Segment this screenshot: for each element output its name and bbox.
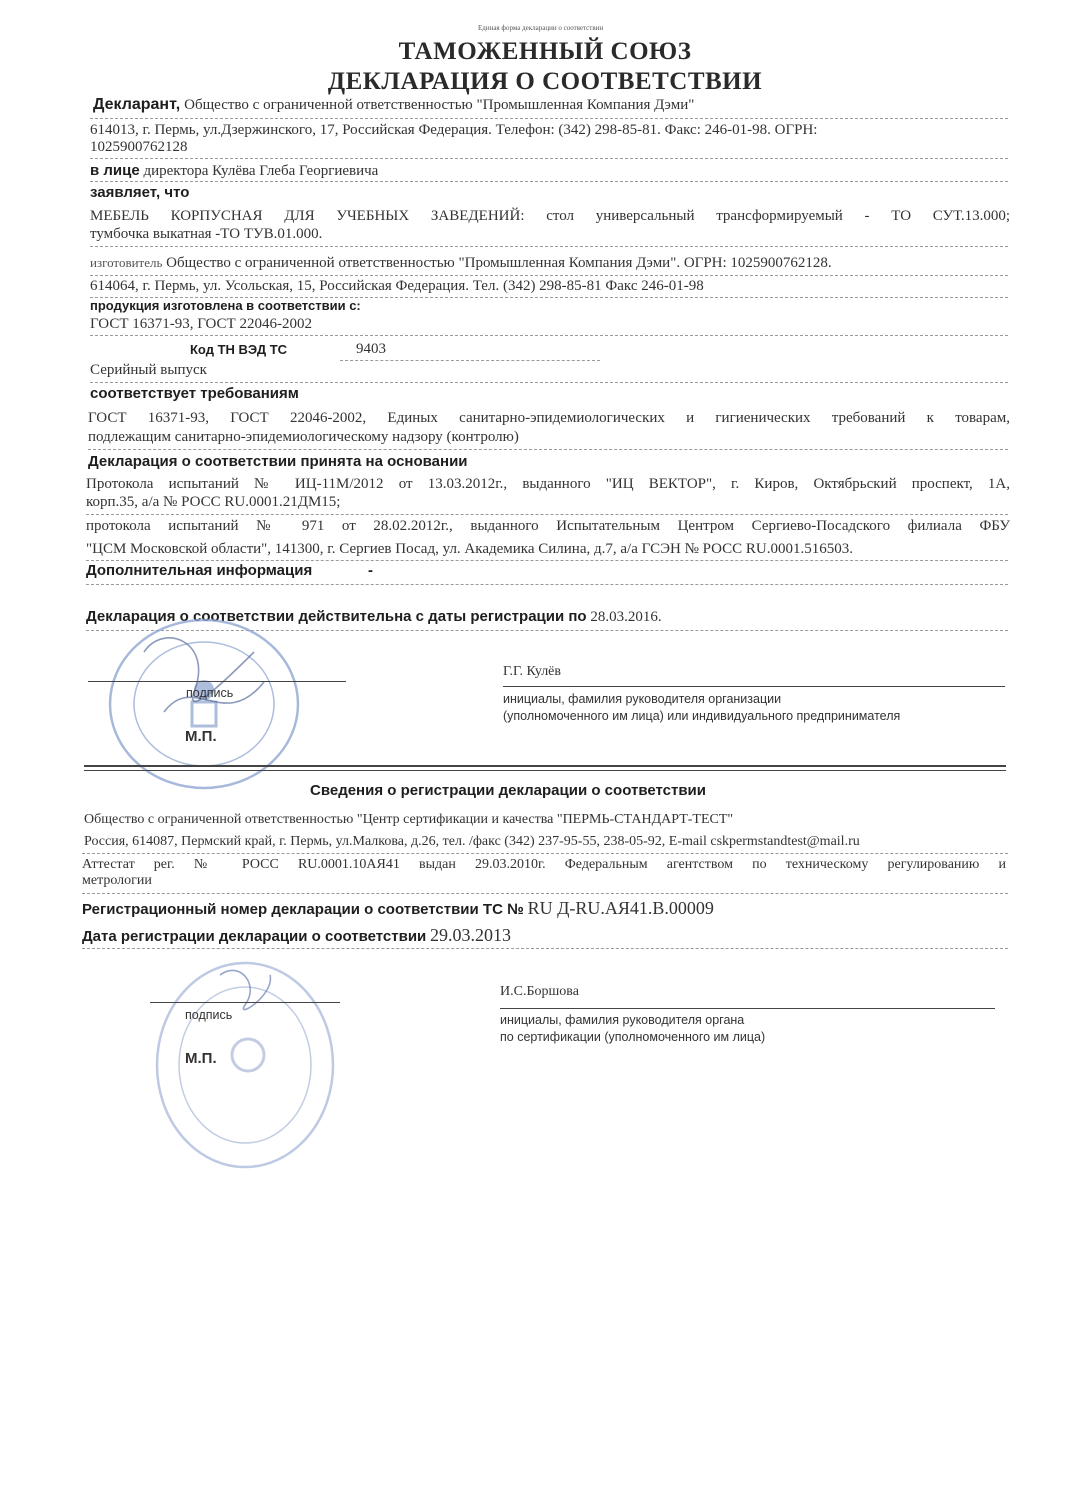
- requirements-line1: ГОСТ 16371-93, ГОСТ 22046-2002, Единых санитарно-эпидемиологических и гигиенических требований к товарам,: [88, 410, 1010, 426]
- signatory-caption-1b: (уполномоченного им лица) или индивидуального предпринимателя: [503, 709, 901, 723]
- registration-address: Россия, 614087, Пермский край, г. Пермь, ул.Малкова, д.26, тел. /факс (342) 237-95-55, 238-05-92, E-mail cskpermstandtest@mail.ru: [84, 834, 860, 849]
- tn-ved-label: Код ТН ВЭД ТС: [190, 342, 288, 357]
- person-row: [90, 162, 378, 180]
- declarant-label: Декларант,: [93, 96, 181, 113]
- reg-number-label: Регистрационный номер декларации о соответствии ТС №: [82, 901, 524, 918]
- reg-date-value: 29.03.2013: [430, 925, 512, 945]
- certification-seal-icon: [150, 955, 340, 1175]
- requirements-line2: подлежащим санитарно-эпидемиологическому надзору (контролю): [88, 429, 519, 445]
- declarant-ogrn: 1025900762128: [90, 139, 188, 155]
- declarant-row: [93, 96, 694, 114]
- sign-label-2: подпись: [185, 1008, 233, 1022]
- signatory-caption-2a: инициалы, фамилия руководителя органа: [500, 1013, 745, 1027]
- signatory-caption-2b: по сертификации (уполномоченного им лица): [500, 1030, 766, 1044]
- basis-protocol2-line1: протокола испытаний № 971 от 28.02.2012г., выданного Испытательным Центром Сергиево-Посадского филиала ФБУ: [86, 518, 1010, 534]
- form-subtitle: Единая форма декларации о соответствии: [478, 24, 604, 32]
- release-type: Серийный выпуск: [90, 362, 207, 378]
- reg-date-row: [82, 925, 511, 946]
- person-label: в лице: [90, 162, 140, 179]
- basis-protocol2-line2: "ЦСМ Московской области", 141300, г. Сергиев Посад, ул. Академика Силина, д.7, а/а ГСЭН № РОСС RU.0001.516503.: [86, 541, 854, 557]
- manufacturer-address: 614064, г. Пермь, ул. Усольская, 15, Российская Федерация. Тел. (342) 298-85-81 Факс 246-01-98: [90, 278, 704, 294]
- declarant-address: 614013, г. Пермь, ул.Дзержинского, 17, Российская Федерация. Телефон: (342) 298-85-81. Факс: 246-01-98. ОГРН:: [90, 122, 818, 138]
- states-label: заявляет, что: [90, 184, 190, 201]
- reg-number-row: [82, 898, 714, 919]
- reg-date-label: Дата регистрации декларации о соответствии: [82, 928, 427, 945]
- requirements-label: соответствует требованиям: [90, 385, 299, 402]
- basis-protocol1-line2: корп.35, а/а № РОСС RU.0001.21ДМ15;: [86, 494, 341, 510]
- registration-org: Общество с ограниченной ответственностью "Центр сертификации и качества "ПЕРМЬ-СТАНДАРТ-ТЕСТ": [84, 812, 734, 827]
- reg-number-value: RU Д-RU.АЯ41.В.00009: [527, 898, 714, 918]
- validity-date: 28.03.2016.: [590, 609, 662, 625]
- additional-info-label: Дополнительная информация: [86, 562, 313, 579]
- seal-label-1: М.П.: [185, 728, 217, 745]
- tn-ved-value: 9403: [356, 341, 386, 357]
- manufacturer-value: Общество с ограниченной ответственностью "Промышленная Компания Дэми". ОГРН: 1025900762128.: [166, 255, 832, 271]
- registration-heading: Сведения о регистрации декларации о соответствии: [310, 782, 706, 799]
- signatory-caption-1a: инициалы, фамилия руководителя организации: [503, 692, 782, 706]
- manufacturer-label: изготовитель: [90, 255, 163, 270]
- product-line2: тумбочка выкатная -ТО ТУВ.01.000.: [90, 226, 323, 242]
- made-per-value: ГОСТ 16371-93, ГОСТ 22046-2002: [90, 316, 312, 332]
- registration-attest-line2: метрологии: [82, 873, 152, 888]
- registration-attest-line1: Аттестат рег. № РОСС RU.0001.10АЯ41 выдан 29.03.2010г. Федеральным агентством по техническому регулированию и: [82, 857, 1006, 872]
- declarant-name: Общество с ограниченной ответственностью "Промышленная Компания Дэми": [184, 97, 695, 113]
- made-per-label: продукция изготовлена в соответствии с:: [90, 298, 361, 313]
- product-line1: МЕБЕЛЬ КОРПУСНАЯ ДЛЯ УЧЕБНЫХ ЗАВЕДЕНИЙ: стол универсальный трансформируемый - ТО СУТ.13.000;: [90, 208, 1010, 224]
- signatory-name-2: И.С.Боршова: [500, 984, 579, 999]
- basis-label: Декларация о соответствии принята на основании: [88, 453, 468, 470]
- basis-protocol1-line1: Протокола испытаний № ИЦ-11М/2012 от 13.03.2012г., выданного "ИЦ ВЕКТОР", г. Киров, Октябрьский проспект, 1А,: [86, 476, 1010, 492]
- sign-label-1: подпись: [186, 686, 234, 700]
- manufacturer-row: [90, 255, 832, 272]
- signatory-name-1: Г.Г. Кулёв: [503, 664, 562, 679]
- person-value: директора Кулёва Глеба Георгиевича: [143, 163, 379, 179]
- seal-label-2: М.П.: [185, 1050, 217, 1067]
- validity-label: Декларация о соответствии действительна с даты регистрации по: [86, 608, 587, 625]
- document-title: ДЕКЛАРАЦИЯ О СООТВЕТСТВИИ: [327, 68, 763, 95]
- union-title: ТАМОЖЕННЫЙ СОЮЗ: [398, 38, 692, 65]
- additional-info-value: -: [368, 562, 373, 579]
